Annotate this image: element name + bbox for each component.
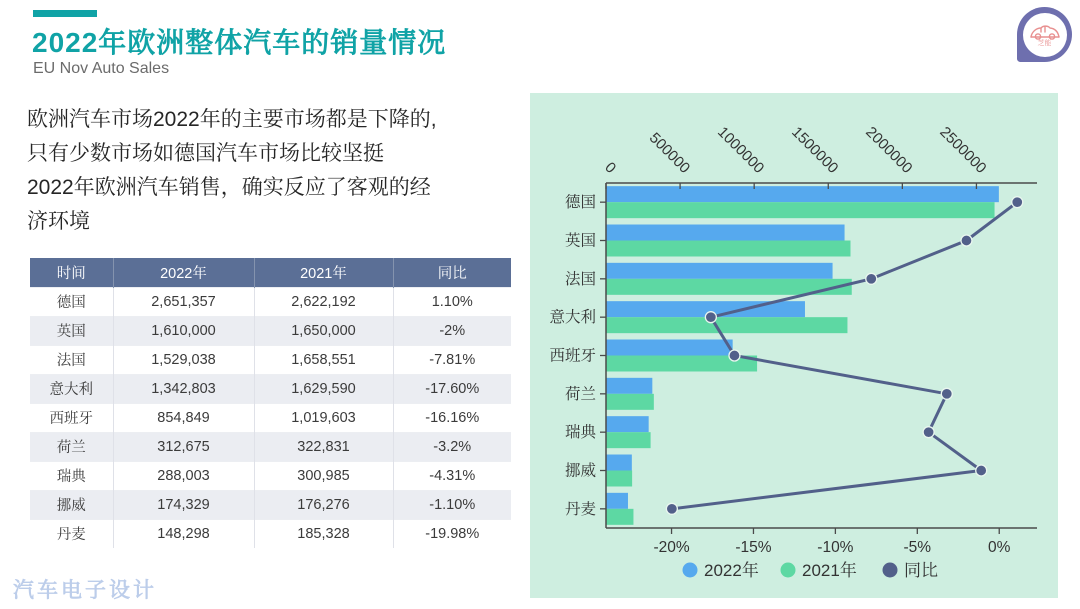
- yoy-point: [976, 465, 987, 476]
- category-label: 丹麦: [564, 500, 596, 518]
- table-row: [30, 374, 511, 403]
- yoy-point: [666, 503, 677, 514]
- value-axis-tick-label: 1000000: [714, 123, 768, 177]
- bar-2022年: [606, 378, 652, 394]
- table-cell: 854,849: [113, 403, 254, 432]
- table-cell: 西班牙: [30, 403, 113, 432]
- table-cell: 荷兰: [30, 432, 113, 461]
- bar-2022年: [606, 340, 733, 356]
- table-header-cell: 2021年: [254, 258, 393, 287]
- table-row: [30, 519, 511, 548]
- value-axis-tick-label: 2000000: [862, 123, 916, 177]
- table-cell: -4.31%: [393, 461, 511, 490]
- table-cell: 176,276: [254, 490, 393, 519]
- table-row: [30, 432, 511, 461]
- bar-2022年: [606, 263, 833, 279]
- table-cell: 312,675: [113, 432, 254, 461]
- table-cell: 丹麦: [30, 519, 113, 548]
- intro-line: 欧洲汽车市场2022年的主要市场都是下降的,: [27, 108, 437, 131]
- table-cell: -3.2%: [393, 432, 511, 461]
- table-cell: 174,329: [113, 490, 254, 519]
- table-cell: 300,985: [254, 461, 393, 490]
- legend-swatch: [683, 563, 698, 578]
- table-cell: 185,328: [254, 519, 393, 548]
- legend-swatch: [781, 563, 796, 578]
- table-cell: 2,651,357: [113, 287, 254, 316]
- table-cell: 法国: [30, 345, 113, 374]
- bar-2022年: [606, 186, 999, 202]
- intro-line: 只有少数市场如德国汽车市场比较坚挺: [27, 142, 384, 165]
- table-cell: 1,529,038: [113, 345, 254, 374]
- legend-label: 2022年: [704, 561, 759, 580]
- bar-2021年: [606, 432, 651, 448]
- legend-swatch: [883, 563, 898, 578]
- value-axis-tick-label: 1500000: [788, 123, 842, 177]
- table-cell: -7.81%: [393, 345, 511, 374]
- table-cell: 英国: [30, 316, 113, 345]
- table-cell: 1,629,590: [254, 374, 393, 403]
- sales-chart-svg: [530, 93, 1058, 598]
- yoy-point: [866, 273, 877, 284]
- brand-logo-text: 芝能: [1037, 39, 1052, 47]
- table-row: [30, 316, 511, 345]
- table-cell: 意大利: [30, 374, 113, 403]
- bar-2021年: [606, 471, 632, 487]
- table-header-cell: 2022年: [113, 258, 254, 287]
- table-row: [30, 461, 511, 490]
- intro-line: 济环境: [27, 210, 90, 233]
- table-cell: 1.10%: [393, 287, 511, 316]
- table-cell: 1,019,603: [254, 403, 393, 432]
- yoy-point: [941, 388, 952, 399]
- bar-2021年: [606, 317, 847, 333]
- category-label: 意大利: [549, 309, 596, 327]
- sales-table-body: [30, 287, 511, 548]
- table-row: [30, 490, 511, 519]
- yoy-point: [961, 235, 972, 246]
- table-row: [30, 287, 511, 316]
- table-cell: 2,622,192: [254, 287, 393, 316]
- percent-axis-tick-label: 0%: [988, 539, 1011, 556]
- sales-table-wrap: [30, 258, 511, 548]
- yoy-point: [705, 312, 716, 323]
- car-icon: [1029, 23, 1061, 41]
- value-axis-tick-label: 0: [601, 158, 620, 177]
- sales-table: [30, 258, 511, 548]
- table-row: [30, 345, 511, 374]
- watermark: 汽车电子设计: [13, 579, 157, 602]
- percent-axis-tick-label: -15%: [735, 539, 772, 556]
- percent-axis-tick-label: -5%: [903, 539, 932, 556]
- table-cell: 瑞典: [30, 461, 113, 490]
- table-header-cell: 时间: [30, 258, 113, 287]
- category-label: 瑞典: [564, 424, 596, 442]
- page-subtitle: EU Nov Auto Sales: [33, 60, 170, 77]
- percent-axis-tick-label: -20%: [653, 539, 690, 556]
- bar-2022年: [606, 455, 632, 471]
- table-cell: 1,650,000: [254, 316, 393, 345]
- bar-2021年: [606, 241, 850, 257]
- bar-2021年: [606, 509, 633, 525]
- bar-2021年: [606, 394, 654, 410]
- legend-label: 2021年: [802, 561, 857, 580]
- value-axis-tick-label: 2500000: [936, 123, 990, 177]
- legend-label: 同比: [904, 561, 938, 580]
- brand-logo-disc: [1023, 13, 1067, 57]
- table-header-row: [30, 258, 511, 287]
- table-cell: -17.60%: [393, 374, 511, 403]
- category-label: 法国: [564, 270, 596, 288]
- bar-2021年: [606, 202, 995, 218]
- table-cell: -1.10%: [393, 490, 511, 519]
- table-cell: 挪威: [30, 490, 113, 519]
- brand-logo: [1017, 7, 1072, 62]
- table-cell: 1,342,803: [113, 374, 254, 403]
- table-cell: 1,610,000: [113, 316, 254, 345]
- table-cell: 德国: [30, 287, 113, 316]
- page-title: 2022年欧洲整体汽车的销量情况: [32, 27, 447, 58]
- table-cell: 148,298: [113, 519, 254, 548]
- table-header-cell: 同比: [393, 258, 511, 287]
- table-cell: -16.16%: [393, 403, 511, 432]
- table-row: [30, 403, 511, 432]
- chart-panel: [530, 93, 1058, 598]
- yoy-point: [1012, 197, 1023, 208]
- intro-line: 2022年欧洲汽车销售，确实反应了客观的经: [27, 176, 431, 199]
- table-cell: -2%: [393, 316, 511, 345]
- table-cell: 288,003: [113, 461, 254, 490]
- category-label: 荷兰: [564, 385, 596, 403]
- table-cell: 322,831: [254, 432, 393, 461]
- category-label: 西班牙: [549, 347, 596, 365]
- yoy-point: [923, 427, 934, 438]
- category-label: 英国: [564, 232, 596, 250]
- category-label: 德国: [564, 194, 596, 212]
- title-accent-bar: [33, 10, 97, 17]
- yoy-point: [729, 350, 740, 361]
- bar-2022年: [606, 416, 649, 432]
- table-cell: 1,658,551: [254, 345, 393, 374]
- sales-table-head: [30, 258, 511, 287]
- bar-2022年: [606, 493, 628, 509]
- percent-axis-tick-label: -10%: [817, 539, 854, 556]
- bar-2022年: [606, 225, 845, 241]
- intro-paragraph: [27, 103, 527, 239]
- category-label: 挪威: [564, 462, 596, 480]
- value-axis-tick-label: 500000: [645, 129, 694, 177]
- table-cell: -19.98%: [393, 519, 511, 548]
